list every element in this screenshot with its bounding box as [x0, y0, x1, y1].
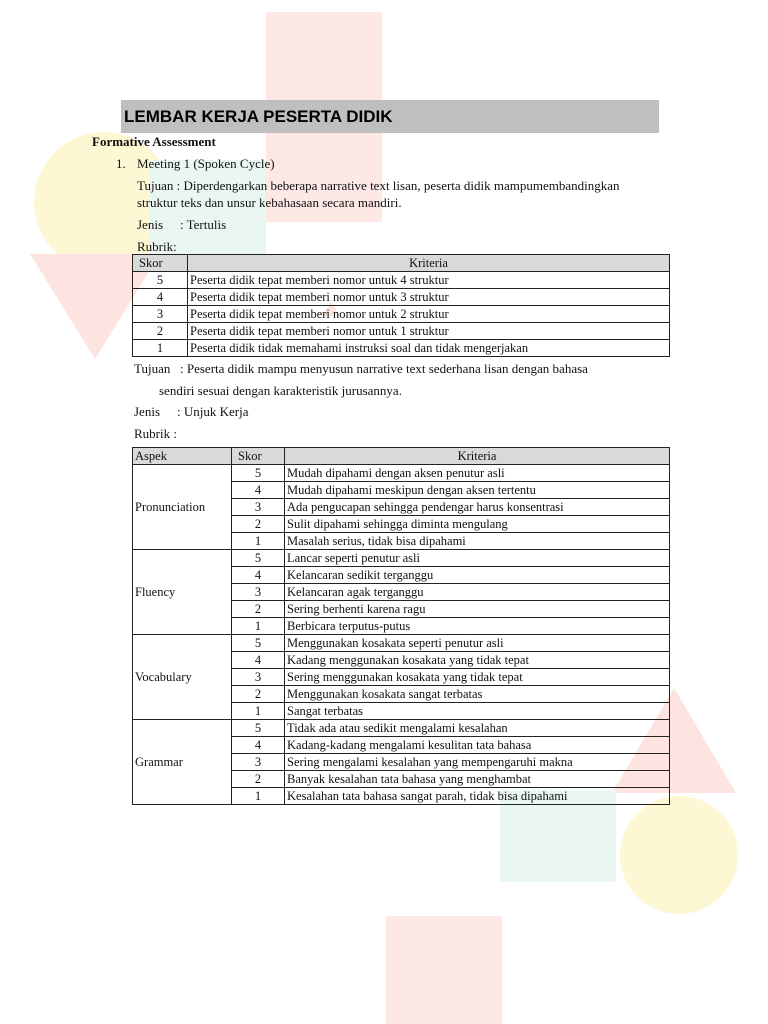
skor-cell: 1 — [232, 533, 285, 550]
table-row — [133, 323, 670, 340]
part2-tujuan-line1: : Peserta didik mampu menyusun narrative text sederhana lisan dengan bahasa — [180, 361, 588, 376]
meeting-tujuan-line2: struktur teks dan unsur kebahasaan secara mandiri. — [137, 195, 402, 210]
skor-cell: 2 — [232, 601, 285, 618]
part2-tujuan-line2: sendiri sesuai dengan karakteristik jurusannya. — [159, 383, 402, 398]
skor-cell: 5 — [232, 720, 285, 737]
skor-cell: 2 — [232, 686, 285, 703]
skor-cell: 3 — [232, 584, 285, 601]
kriteria-cell: Sulit dipahami sehingga diminta mengulang — [285, 516, 670, 533]
kriteria-cell: Peserta didik tepat memberi nomor untuk 2 struktur — [188, 306, 670, 323]
table-row — [133, 720, 670, 737]
kriteria-cell: Peserta didik tepat memberi nomor untuk 1 struktur — [188, 323, 670, 340]
meeting-jenis-label: Jenis — [137, 217, 163, 232]
kriteria-cell: Kesalahan tata bahasa sangat parah, tidak bisa dipahami — [285, 788, 670, 805]
kriteria-cell: Peserta didik tepat memberi nomor untuk 4 struktur — [188, 272, 670, 289]
kriteria-cell: Ada pengucapan sehingga pendengar harus konsentrasi — [285, 499, 670, 516]
meeting-label: Meeting 1 (Spoken Cycle) — [137, 156, 275, 171]
meeting-number: 1. — [116, 156, 126, 171]
skor-cell: 5 — [232, 550, 285, 567]
skor-cell: 2 — [133, 323, 188, 340]
kriteria-cell: Mudah dipahami meskipun dengan aksen tertentu — [285, 482, 670, 499]
skor-cell: 4 — [232, 567, 285, 584]
skor-cell: 5 — [232, 635, 285, 652]
kriteria-cell: Kelancaran agak terganggu — [285, 584, 670, 601]
kriteria-cell: Sering mengalami kesalahan yang mempengaruhi makna — [285, 754, 670, 771]
kriteria-cell: Sering berhenti karena ragu — [285, 601, 670, 618]
skor-cell: 4 — [232, 737, 285, 754]
kriteria-cell: Sering menggunakan kosakata yang tidak tepat — [285, 669, 670, 686]
header-kriteria: Kriteria — [188, 255, 670, 272]
aspek-cell-fluency: Fluency — [133, 550, 232, 635]
kriteria-cell: Tidak ada atau sedikit mengalami kesalahan — [285, 720, 670, 737]
header-skor: Skor — [232, 448, 285, 465]
section-title: Formative Assessment — [92, 134, 216, 149]
header-kriteria: Kriteria — [285, 448, 670, 465]
skor-cell: 3 — [232, 669, 285, 686]
meeting-rubrik-label: Rubrik: — [137, 239, 177, 254]
skor-cell: 5 — [133, 272, 188, 289]
header-skor: Skor — [133, 255, 188, 272]
skor-cell: 1 — [232, 618, 285, 635]
table-row — [133, 465, 670, 482]
skor-cell: 5 — [232, 465, 285, 482]
kriteria-cell: Masalah serius, tidak bisa dipahami — [285, 533, 670, 550]
table-header-row — [133, 448, 670, 465]
meeting-tujuan-line1: Tujuan : Diperdengarkan beberapa narrative text lisan, peserta didik mampumembandingkan — [137, 178, 620, 193]
table-row — [133, 289, 670, 306]
kriteria-cell: Berbicara terputus-putus — [285, 618, 670, 635]
part2-jenis-label: Jenis — [134, 404, 160, 419]
skor-cell: 3 — [232, 754, 285, 771]
rubric-table-performance — [132, 447, 670, 805]
table-row — [133, 306, 670, 323]
table-row — [133, 340, 670, 357]
skor-cell: 2 — [232, 516, 285, 533]
page-title: LEMBAR KERJA PESERTA DIDIK — [124, 106, 393, 126]
kriteria-cell: Lancar seperti penutur asli — [285, 550, 670, 567]
kriteria-cell: Kelancaran sedikit terganggu — [285, 567, 670, 584]
aspek-cell-grammar: Grammar — [133, 720, 232, 805]
aspek-cell-pronunciation: Pronunciation — [133, 465, 232, 550]
header-aspek: Aspek — [133, 448, 232, 465]
kriteria-cell: Peserta didik tepat memberi nomor untuk 3 struktur — [188, 289, 670, 306]
kriteria-cell: Kadang menggunakan kosakata yang tidak tepat — [285, 652, 670, 669]
part2-rubrik-label: Rubrik : — [134, 426, 177, 441]
aspek-cell-vocabulary: Vocabulary — [133, 635, 232, 720]
skor-cell: 3 — [232, 499, 285, 516]
skor-cell: 4 — [133, 289, 188, 306]
skor-cell: 4 — [232, 652, 285, 669]
kriteria-cell: Peserta didik tidak memahami instruksi soal dan tidak mengerjakan — [188, 340, 670, 357]
table-row — [133, 272, 670, 289]
kriteria-cell: Banyak kesalahan tata bahasa yang menghambat — [285, 771, 670, 788]
rubric-table-written — [132, 254, 670, 357]
table-row — [133, 550, 670, 567]
kriteria-cell: Menggunakan kosakata seperti penutur asli — [285, 635, 670, 652]
part2-jenis-value: : Unjuk Kerja — [177, 404, 249, 419]
meeting-jenis-value: : Tertulis — [180, 217, 227, 232]
part2-tujuan-label: Tujuan — [134, 361, 171, 376]
title-bar — [121, 100, 659, 133]
skor-cell: 1 — [133, 340, 188, 357]
table-row — [133, 635, 670, 652]
table-header-row — [133, 255, 670, 272]
skor-cell: 1 — [232, 788, 285, 805]
skor-cell: 4 — [232, 482, 285, 499]
kriteria-cell: Mudah dipahami dengan aksen penutur asli — [285, 465, 670, 482]
skor-cell: 3 — [133, 306, 188, 323]
kriteria-cell: Kadang-kadang mengalami kesulitan tata bahasa — [285, 737, 670, 754]
skor-cell: 2 — [232, 771, 285, 788]
kriteria-cell: Sangat terbatas — [285, 703, 670, 720]
kriteria-cell: Menggunakan kosakata sangat terbatas — [285, 686, 670, 703]
skor-cell: 1 — [232, 703, 285, 720]
